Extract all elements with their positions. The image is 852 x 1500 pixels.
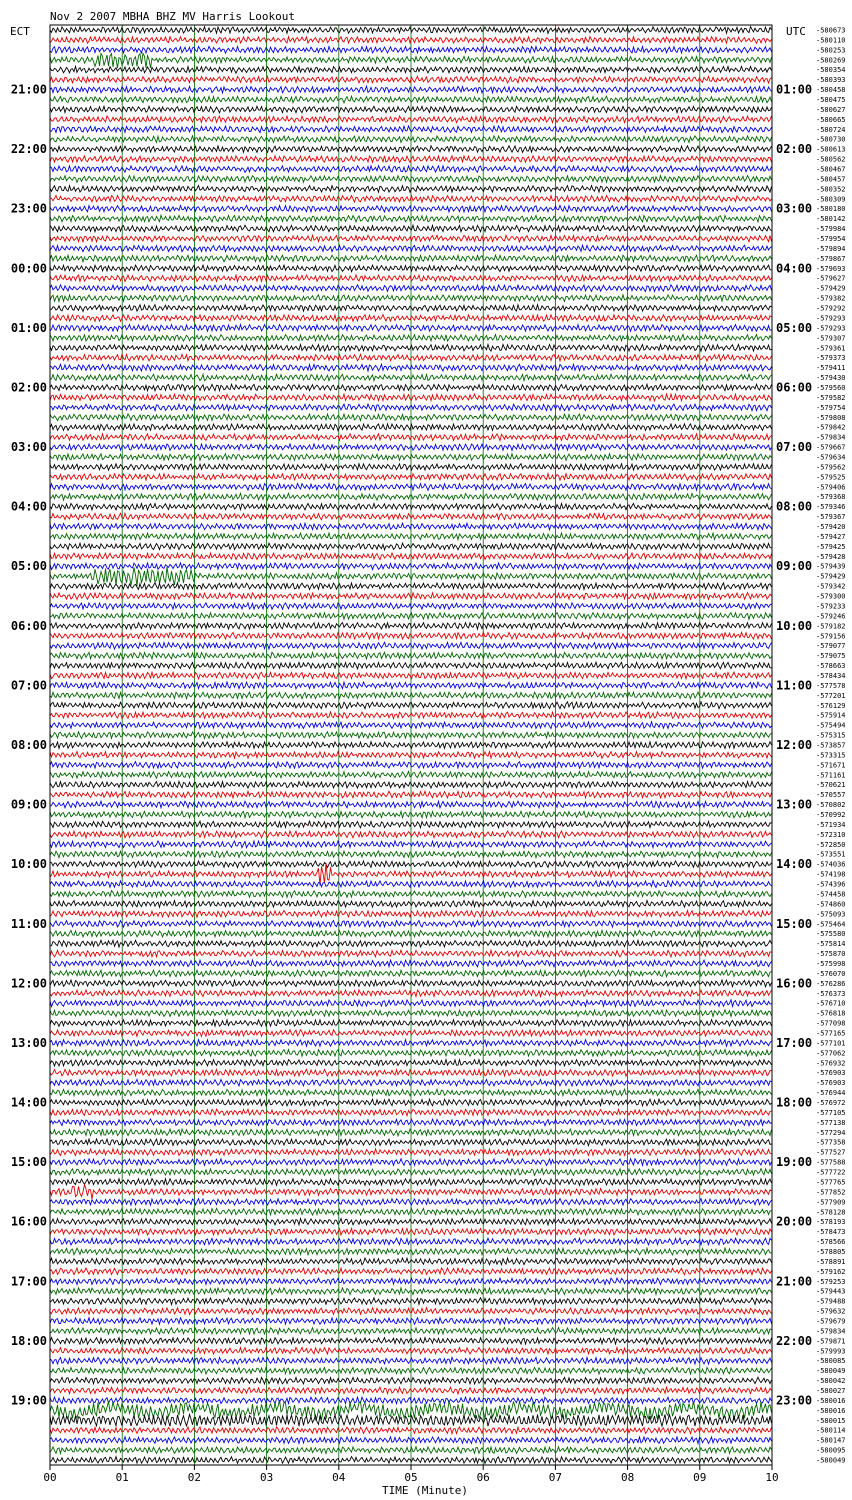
trace-offset-77: -570557 [816,791,846,800]
trace-offset-39: -579808 [816,413,846,422]
right-hour-label: 03:00 [776,201,813,216]
trace-offset-69: -575914 [816,711,846,720]
trace-offset-33: -579373 [816,354,846,363]
right-hour-label: 09:00 [776,559,813,574]
right-hour-label: 11:00 [776,678,813,693]
trace-offset-61: -579156 [816,632,846,641]
trace-offset-121: -578473 [816,1228,846,1237]
trace-offset-80: -571934 [816,820,846,829]
trace-offset-141: -580114 [816,1426,846,1435]
trace-offset-92: -575814 [816,940,846,949]
trace-offset-139: -580016 [816,1406,846,1415]
left-hour-label: 00:00 [10,261,47,276]
trace-offset-84: -574036 [816,860,846,869]
trace-offset-60: -579182 [816,622,846,631]
x-axis-title: TIME (Minute) [381,1484,469,1497]
trace-offset-34: -579411 [816,364,846,373]
trace-offset-44: -579562 [816,463,846,472]
trace-offset-79: -570992 [816,811,846,820]
right-hour-label: 22:00 [776,1333,813,1348]
x-tick-label-04: 04 [332,1471,346,1484]
trace-offset-111: -577294 [816,1128,846,1137]
trace-offset-143: -580095 [816,1446,846,1455]
trace-offset-73: -573315 [816,751,846,760]
left-hour-label: 03:00 [10,440,47,455]
trace-offset-74: -571671 [816,761,846,770]
trace-offset-98: -576710 [816,999,846,1008]
x-tick-label-10: 10 [765,1471,779,1484]
trace-offset-108: -576972 [816,1099,846,1108]
trace-offset-50: -579420 [816,523,846,532]
trace-offset-21: -579954 [816,235,846,244]
trace-offset-132: -579871 [816,1337,846,1346]
right-hour-label: 01:00 [776,82,813,97]
trace-offset-70: -575494 [816,721,846,730]
trace-offset-83: -573551 [816,850,846,859]
right-hour-label: 14:00 [776,857,813,872]
left-hour-label: 15:00 [10,1155,47,1170]
trace-offset-129: -579632 [816,1307,846,1316]
x-tick-label-02: 02 [187,1471,202,1484]
trace-offset-25: -579627 [816,274,846,283]
left-hour-label: 17:00 [10,1274,47,1289]
right-hour-label: 17:00 [776,1035,813,1050]
left-timezone-label: ECT [10,25,30,38]
trace-offset-11: -580730 [816,135,846,144]
right-hour-label: 04:00 [776,261,813,276]
trace-offset-97: -576373 [816,989,846,998]
trace-offset-38: -579754 [816,403,846,412]
trace-offset-10: -580724 [816,125,846,134]
trace-offset-120: -578193 [816,1218,846,1227]
trace-offset-40: -579842 [816,423,846,432]
trace-offset-140: -580015 [816,1416,846,1425]
left-hour-label: 18:00 [10,1333,47,1348]
trace-offset-9: -580665 [816,115,846,124]
trace-offset-134: -580085 [816,1357,846,1366]
trace-offset-89: -575093 [816,910,846,919]
trace-offset-95: -576070 [816,969,846,978]
trace-offset-138: -580016 [816,1396,846,1405]
right-timezone-label: UTC [786,25,806,38]
left-hour-label: 13:00 [10,1035,47,1050]
right-hour-label: 23:00 [776,1393,813,1408]
right-hour-label: 08:00 [776,499,813,514]
right-hour-label: 18:00 [776,1095,813,1110]
left-hour-label: 04:00 [10,499,47,514]
trace-offset-4: -580354 [816,66,846,75]
trace-offset-52: -579425 [816,542,846,551]
trace-offset-90: -575464 [816,920,846,929]
trace-offset-36: -579560 [816,383,846,392]
trace-offset-20: -579984 [816,225,846,234]
left-hour-label: 01:00 [10,320,47,335]
trace-offset-142: -580147 [816,1436,846,1445]
trace-offset-43: -579634 [816,453,846,462]
trace-offset-24: -579693 [816,264,846,273]
left-hour-label: 21:00 [10,82,47,97]
trace-offset-19: -580142 [816,215,846,224]
trace-offset-47: -579368 [816,493,846,502]
trace-offset-100: -577098 [816,1019,846,1028]
trace-offset-22: -579894 [816,244,846,253]
x-tick-label-09: 09 [693,1471,707,1484]
trace-offset-110: -577138 [816,1118,846,1127]
trace-offset-123: -578805 [816,1247,846,1256]
trace-offset-23: -579867 [816,254,846,263]
trace-offset-122: -578566 [816,1238,846,1247]
left-hour-label: 11:00 [10,916,47,931]
trace-offset-26: -579429 [816,284,846,293]
trace-offset-144: -580049 [816,1456,846,1465]
trace-offset-8: -580627 [816,105,846,114]
trace-offset-35: -579430 [816,374,846,383]
trace-offset-87: -574458 [816,890,846,899]
left-hour-label: 12:00 [10,976,47,991]
trace-offset-5: -580393 [816,76,846,85]
trace-offset-57: -579300 [816,592,846,601]
trace-offset-51: -579427 [816,532,846,541]
trace-offset-93: -575870 [816,950,846,959]
trace-offset-135: -580049 [816,1367,846,1376]
trace-offset-31: -579307 [816,334,846,343]
left-hour-label: 09:00 [10,797,47,812]
trace-offset-99: -576818 [816,1009,846,1018]
trace-offset-12: -580613 [816,145,846,154]
trace-offset-78: -570802 [816,801,846,810]
trace-offset-116: -577765 [816,1178,846,1187]
trace-offset-125: -579162 [816,1267,846,1276]
trace-offset-85: -574198 [816,870,846,879]
left-hour-label: 22:00 [10,142,47,157]
trace-offset-113: -577527 [816,1148,846,1157]
trace-offset-91: -575580 [816,930,846,939]
left-hour-label: 05:00 [10,559,47,574]
trace-offset-41: -579834 [816,433,846,442]
trace-offset-118: -577909 [816,1198,846,1207]
right-hour-label: 06:00 [776,380,813,395]
trace-offset-13: -580562 [816,155,846,164]
right-hour-label: 21:00 [776,1274,813,1289]
trace-offset-66: -577578 [816,681,846,690]
trace-offset-53: -579428 [816,552,846,561]
trace-offset-labels [816,26,846,1464]
trace-offset-30: -579293 [816,324,846,333]
trace-offset-49: -579367 [816,513,846,522]
trace-offset-82: -572850 [816,840,846,849]
x-tick-label-07: 07 [548,1471,563,1484]
trace-offset-124: -578891 [816,1257,846,1266]
trace-offset-86: -574396 [816,880,846,889]
trace-offset-46: -579406 [816,483,846,492]
trace-offset-18: -580180 [816,205,846,214]
trace-offset-94: -575998 [816,959,846,968]
trace-offset-109: -577105 [816,1108,846,1117]
x-tick-label-00: 00 [43,1471,57,1484]
trace-offset-105: -576903 [816,1069,846,1078]
trace-offset-114: -577588 [816,1158,846,1167]
trace-offset-16: -580352 [816,185,846,194]
trace-offset-102: -577101 [816,1039,846,1048]
trace-offset-0: -580673 [816,26,846,35]
trace-offset-42: -579667 [816,443,846,452]
left-hour-label: 08:00 [10,738,47,752]
trace-offset-67: -577201 [816,691,846,700]
trace-offset-81: -572310 [816,830,846,839]
trace-offset-68: -576129 [816,701,846,710]
trace-offset-131: -579834 [816,1327,846,1336]
left-hour-label: 02:00 [10,380,47,395]
trace-offset-14: -580467 [816,165,846,174]
trace-offset-7: -580475 [816,95,846,104]
right-hour-label: 12:00 [776,738,813,752]
trace-offset-130: -579679 [816,1317,846,1326]
right-hour-label: 15:00 [776,916,813,931]
trace-offset-29: -579293 [816,314,846,323]
trace-offset-119: -578128 [816,1208,846,1217]
trace-offset-55: -579429 [816,572,846,581]
right-hour-label: 13:00 [776,797,813,812]
trace-offset-62: -579077 [816,642,846,651]
left-hour-label: 14:00 [10,1095,47,1110]
trace-offset-63: -579075 [816,652,846,661]
trace-offset-103: -577062 [816,1049,846,1058]
trace-offset-58: -579233 [816,602,846,611]
trace-offset-137: -580027 [816,1387,846,1396]
trace-offset-48: -579346 [816,503,846,512]
trace-offset-96: -576286 [816,979,846,988]
trace-offset-1: -580110 [816,36,846,45]
trace-offset-54: -579439 [816,562,846,571]
trace-offset-128: -579488 [816,1297,846,1306]
trace-offset-76: -570621 [816,781,846,790]
trace-offset-133: -579993 [816,1347,846,1356]
x-tick-label-05: 05 [404,1471,418,1484]
x-tick-label-01: 01 [115,1471,129,1484]
trace-offset-3: -580269 [816,56,846,65]
left-hour-label: 06:00 [10,618,47,633]
trace-offset-6: -580458 [816,86,846,95]
trace-offset-56: -579342 [816,582,846,591]
trace-offset-127: -579443 [816,1287,846,1296]
trace-offset-37: -579582 [816,393,846,402]
trace-offset-88: -574860 [816,900,846,909]
right-hour-label: 02:00 [776,142,813,157]
right-hour-label: 19:00 [776,1155,813,1170]
trace-offset-2: -580253 [816,46,846,55]
trace-offset-75: -571161 [816,771,846,780]
trace-offset-64: -578663 [816,662,846,671]
trace-offset-101: -577165 [816,1029,846,1038]
right-hour-label: 05:00 [776,320,813,335]
right-hour-label: 20:00 [776,1214,813,1229]
trace-offset-117: -577852 [816,1188,846,1197]
trace-offset-65: -578434 [816,671,846,680]
trace-offset-126: -579253 [816,1277,846,1286]
x-tick-label-03: 03 [259,1471,274,1484]
left-hour-label: 23:00 [10,201,47,216]
trace-offset-112: -577358 [816,1138,846,1147]
trace-offset-136: -580042 [816,1377,846,1386]
trace-offset-104: -576932 [816,1059,846,1068]
left-hour-label: 19:00 [10,1393,47,1408]
trace-offset-27: -579382 [816,294,846,303]
trace-offset-115: -577722 [816,1168,846,1177]
trace-offset-15: -580457 [816,175,846,184]
left-hour-label: 10:00 [10,857,47,872]
x-tick-label-08: 08 [620,1471,635,1484]
trace-offset-17: -580309 [816,195,846,204]
trace-offset-71: -575315 [816,731,846,740]
left-hour-label: 16:00 [10,1214,47,1229]
x-tick-label-06: 06 [476,1471,490,1484]
trace-offset-45: -579525 [816,473,846,482]
trace-offset-59: -579246 [816,612,846,621]
trace-offset-72: -573857 [816,741,846,750]
chart-title: Nov 2 2007 MBHA BHZ MV Harris Lookout [50,10,296,23]
trace-offset-28: -579292 [816,304,846,313]
right-hour-label: 07:00 [776,440,813,455]
right-hour-label: 10:00 [776,618,813,633]
trace-offset-106: -576903 [816,1079,846,1088]
trace-offset-32: -579361 [816,344,846,353]
trace-offset-107: -576944 [816,1089,846,1098]
left-hour-label: 07:00 [10,678,47,693]
right-hour-label: 16:00 [776,976,813,991]
